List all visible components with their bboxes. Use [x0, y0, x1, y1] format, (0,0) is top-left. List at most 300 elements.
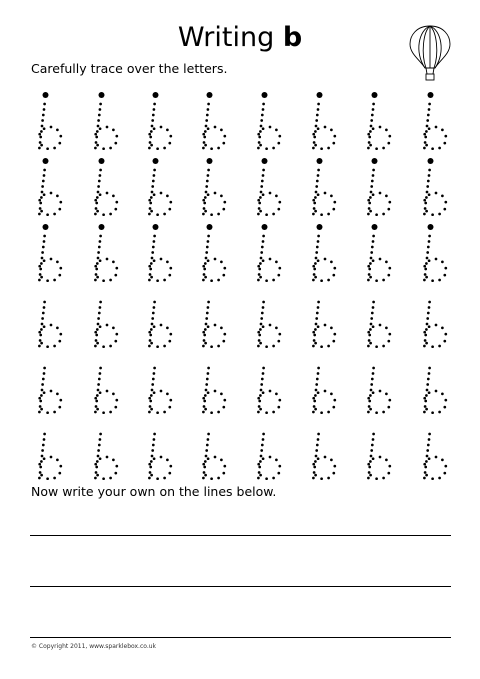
start-dot	[317, 158, 323, 164]
trace-dot	[203, 273, 206, 276]
trace-dot	[222, 472, 225, 475]
trace-dot	[259, 342, 262, 345]
trace-dot	[368, 141, 371, 144]
trace-dot	[59, 267, 62, 270]
trace-dot	[106, 390, 109, 393]
trace-dot	[42, 444, 45, 447]
trace-dot	[153, 240, 156, 243]
trace-dot	[207, 457, 210, 460]
tracing-letter	[94, 92, 118, 150]
trace-dot	[43, 193, 46, 196]
trace-dot	[96, 408, 99, 411]
trace-dot	[112, 459, 115, 462]
trace-dot	[151, 185, 154, 188]
trace-dot	[156, 345, 159, 348]
hot-air-balloon-icon	[406, 24, 454, 82]
tracing-letter	[423, 367, 447, 414]
trace-dot	[163, 411, 166, 414]
trace-dot	[324, 192, 327, 195]
trace-dot	[94, 345, 97, 348]
trace-dot	[443, 142, 446, 145]
tracing-letter	[94, 433, 118, 480]
trace-dot	[259, 460, 262, 463]
trace-dot	[95, 400, 98, 403]
trace-dot	[97, 251, 100, 254]
trace-dot	[153, 325, 156, 328]
trace-dot	[375, 147, 378, 150]
trace-dot	[115, 399, 118, 402]
trace-dot	[150, 210, 153, 213]
trace-dot	[223, 201, 226, 204]
trace-dot	[58, 340, 61, 343]
trace-dot	[168, 142, 171, 145]
tracing-letter	[312, 301, 336, 348]
trace-dot	[370, 323, 373, 326]
trace-dot	[372, 235, 375, 238]
trace-dot	[97, 455, 100, 458]
tracing-letter	[257, 301, 281, 348]
trace-dot	[203, 466, 206, 469]
trace-dot	[388, 333, 391, 336]
trace-dot	[441, 261, 444, 264]
trace-dot	[202, 397, 205, 400]
trace-dot	[207, 169, 210, 172]
trace-dot	[96, 144, 99, 147]
trace-dot	[258, 405, 261, 408]
trace-dot	[424, 334, 427, 337]
trace-dot	[441, 459, 444, 462]
trace-dot	[149, 202, 152, 205]
trace-dot	[41, 257, 44, 260]
trace-dot	[317, 306, 320, 309]
trace-dot	[38, 279, 41, 282]
trace-dot	[106, 258, 109, 261]
trace-dot	[261, 444, 264, 447]
trace-dot	[46, 279, 49, 282]
trace-dot	[210, 279, 213, 282]
writing-line[interactable]	[30, 535, 451, 536]
trace-dot	[94, 331, 97, 334]
trace-dot	[166, 129, 169, 132]
trace-dot	[372, 103, 375, 106]
trace-dot	[97, 119, 100, 122]
trace-dot	[375, 411, 378, 414]
trace-dot	[151, 455, 154, 458]
trace-dot	[260, 449, 263, 452]
trace-dot	[206, 378, 209, 381]
trace-dot	[207, 301, 210, 304]
trace-dot	[262, 240, 265, 243]
trace-dot	[277, 472, 280, 475]
trace-dot	[371, 312, 374, 315]
trace-dot	[320, 213, 323, 216]
trace-dot	[316, 378, 319, 381]
trace-dot	[115, 333, 118, 336]
trace-dot	[444, 399, 447, 402]
trace-dot	[441, 393, 444, 396]
trace-dot	[269, 456, 272, 459]
trace-dot	[99, 367, 102, 370]
trace-dot	[313, 207, 316, 210]
trace-dot	[102, 279, 105, 282]
trace-dot	[425, 144, 428, 147]
trace-dot	[203, 400, 206, 403]
tracing-letter	[38, 224, 62, 282]
trace-dot	[372, 174, 375, 177]
trace-dot	[222, 208, 225, 211]
tracing-letter	[202, 433, 226, 480]
trace-dot	[148, 279, 151, 282]
trace-dot	[428, 306, 431, 309]
trace-dot	[312, 411, 315, 414]
trace-dot	[435, 126, 438, 129]
trace-dot	[99, 174, 102, 177]
trace-dot	[202, 331, 205, 334]
trace-dot	[426, 251, 429, 254]
trace-dot	[426, 119, 429, 122]
trace-dot	[425, 408, 428, 411]
trace-dot	[38, 463, 41, 466]
trace-dot	[94, 133, 97, 136]
tracing-letter	[202, 224, 226, 282]
trace-dot	[109, 345, 112, 348]
trace-dot	[372, 169, 375, 172]
trace-dot	[149, 141, 152, 144]
trace-dot	[214, 324, 217, 327]
trace-dot	[371, 114, 374, 117]
trace-dot	[314, 408, 317, 411]
trace-dot	[202, 463, 205, 466]
trace-dot	[370, 191, 373, 194]
trace-dot	[59, 201, 62, 204]
trace-dot	[260, 455, 263, 458]
tracing-letter	[367, 158, 391, 216]
trace-dot	[375, 477, 378, 480]
trace-dot	[99, 169, 102, 172]
trace-dot	[40, 460, 43, 463]
trace-dot	[148, 213, 151, 216]
trace-dot	[41, 449, 44, 452]
trace-dot	[204, 474, 207, 477]
trace-dot	[260, 119, 263, 122]
trace-dot	[259, 196, 262, 199]
trace-dot	[435, 324, 438, 327]
trace-dot	[388, 465, 391, 468]
trace-dot	[94, 397, 97, 400]
trace-dot	[369, 474, 372, 477]
trace-dot	[41, 323, 44, 326]
trace-dot	[425, 328, 428, 331]
trace-dot	[53, 411, 56, 414]
trace-dot	[56, 129, 59, 132]
trace-dot	[96, 262, 99, 265]
trace-dot	[313, 334, 316, 337]
tracing-letter	[148, 92, 172, 150]
trace-dot	[428, 367, 431, 370]
trace-dot	[277, 274, 280, 277]
trace-dot	[313, 273, 316, 276]
trace-dot	[168, 406, 171, 409]
trace-dot	[327, 147, 330, 150]
trace-dot	[43, 433, 46, 436]
trace-dot	[317, 391, 320, 394]
trace-dot	[39, 466, 42, 469]
trace-dot	[431, 477, 434, 480]
trace-dot	[99, 372, 102, 375]
trace-dot	[258, 273, 261, 276]
trace-dot	[204, 130, 207, 133]
trace-dot	[316, 444, 319, 447]
trace-dot	[163, 147, 166, 150]
trace-dot	[426, 317, 429, 320]
trace-dot	[424, 400, 427, 403]
trace-dot	[382, 411, 385, 414]
trace-dot	[95, 268, 98, 271]
trace-dot	[314, 130, 317, 133]
trace-dot	[324, 456, 327, 459]
trace-dot	[114, 472, 117, 475]
trace-dot	[424, 471, 427, 474]
trace-dot	[320, 345, 323, 348]
trace-dot	[423, 133, 426, 136]
trace-dot	[262, 367, 265, 370]
trace-dot	[428, 433, 431, 436]
trace-dot	[312, 265, 315, 268]
trace-dot	[431, 411, 434, 414]
trace-dot	[217, 345, 220, 348]
trace-dot	[370, 383, 373, 386]
trace-dot	[330, 327, 333, 330]
writing-line[interactable]	[30, 586, 451, 587]
trace-dot	[58, 208, 61, 211]
trace-dot	[272, 477, 275, 480]
trace-dot	[97, 317, 100, 320]
trace-dot	[372, 457, 375, 460]
trace-dot	[39, 202, 42, 205]
trace-dot	[58, 472, 61, 475]
trace-dot	[313, 268, 316, 271]
trace-dot	[115, 267, 118, 270]
trace-dot	[207, 174, 210, 177]
trace-dot	[214, 390, 217, 393]
trace-dot	[369, 342, 372, 345]
trace-dot	[315, 317, 318, 320]
trace-dot	[149, 207, 152, 210]
trace-dot	[202, 213, 205, 216]
trace-dot	[38, 147, 41, 150]
trace-dot	[262, 103, 265, 106]
trace-instructions: Carefully trace over the letters.	[31, 61, 228, 76]
trace-dot	[39, 334, 42, 337]
trace-dot	[315, 389, 318, 392]
trace-dot	[38, 331, 41, 334]
writing-line[interactable]	[30, 637, 451, 638]
trace-dot	[313, 141, 316, 144]
trace-dot	[152, 378, 155, 381]
trace-dot	[317, 372, 320, 375]
tracing-letter	[94, 367, 118, 414]
tracing-letter	[423, 158, 447, 216]
trace-dot	[153, 438, 156, 441]
trace-dot	[379, 126, 382, 129]
trace-dot	[423, 411, 426, 414]
trace-dot	[40, 210, 43, 213]
trace-dot	[153, 306, 156, 309]
tracing-letter	[257, 92, 281, 150]
trace-dot	[41, 383, 44, 386]
tracing-letter	[423, 224, 447, 282]
trace-dot	[438, 213, 441, 216]
trace-dot	[40, 474, 43, 477]
trace-dot	[258, 466, 261, 469]
trace-dot	[426, 449, 429, 452]
trace-dot	[95, 466, 98, 469]
trace-dot	[96, 130, 99, 133]
trace-dot	[443, 340, 446, 343]
trace-dot	[330, 195, 333, 198]
trace-dot	[259, 276, 262, 279]
trace-dot	[42, 246, 45, 249]
trace-dot	[428, 301, 431, 304]
trace-dot	[94, 279, 97, 282]
trace-dot	[205, 455, 208, 458]
trace-dot	[163, 477, 166, 480]
trace-dot	[368, 405, 371, 408]
trace-dot	[95, 334, 98, 337]
trace-dot	[258, 136, 261, 139]
trace-dot	[367, 331, 370, 334]
trace-dot	[99, 235, 102, 238]
trace-dot	[324, 258, 327, 261]
trace-dot	[153, 127, 156, 130]
start-dot	[262, 224, 268, 230]
start-dot	[99, 92, 105, 98]
trace-dot	[371, 180, 374, 183]
trace-dot	[330, 261, 333, 264]
trace-dot	[156, 147, 159, 150]
tracing-letter	[423, 433, 447, 480]
trace-dot	[317, 301, 320, 304]
trace-dot	[102, 477, 105, 480]
trace-dot	[115, 201, 118, 204]
trace-dot	[204, 342, 207, 345]
trace-dot	[275, 195, 278, 198]
trace-dot	[259, 328, 262, 331]
trace-dot	[207, 438, 210, 441]
trace-dot	[260, 251, 263, 254]
trace-dot	[317, 103, 320, 106]
trace-dot	[152, 246, 155, 249]
trace-dot	[169, 465, 172, 468]
trace-dot	[372, 325, 375, 328]
trace-dot	[203, 405, 206, 408]
trace-dot	[427, 180, 430, 183]
trace-dot	[278, 399, 281, 402]
trace-dot	[259, 474, 262, 477]
trace-dot	[214, 456, 217, 459]
trace-dot	[382, 345, 385, 348]
trace-dot	[38, 199, 41, 202]
trace-dot	[367, 345, 370, 348]
trace-dot	[370, 185, 373, 188]
trace-dot	[312, 463, 315, 466]
trace-dot	[206, 114, 209, 117]
trace-dot	[43, 169, 46, 172]
start-dot	[317, 92, 323, 98]
trace-dot	[269, 192, 272, 195]
tracing-letter	[148, 224, 172, 282]
trace-dot	[150, 276, 153, 279]
trace-dot	[41, 191, 44, 194]
trace-dot	[370, 125, 373, 128]
trace-dot	[259, 144, 262, 147]
trace-dot	[148, 411, 151, 414]
trace-dot	[42, 114, 45, 117]
trace-dot	[438, 279, 441, 282]
trace-dot	[150, 394, 153, 397]
trace-dot	[265, 213, 268, 216]
trace-dot	[43, 367, 46, 370]
trace-dot	[166, 327, 169, 330]
trace-dot	[96, 474, 99, 477]
trace-dot	[109, 279, 112, 282]
trace-dot	[204, 210, 207, 213]
trace-dot	[210, 411, 213, 414]
trace-dot	[317, 433, 320, 436]
trace-dot	[39, 136, 42, 139]
trace-dot	[312, 331, 315, 334]
trace-dot	[97, 257, 100, 260]
trace-dot	[372, 301, 375, 304]
write-instructions: Now write your own on the lines below.	[31, 484, 277, 499]
trace-dot	[206, 312, 209, 315]
trace-dot	[160, 126, 163, 129]
trace-dot	[106, 192, 109, 195]
trace-dot	[425, 130, 428, 133]
trace-dot	[220, 459, 223, 462]
trace-dot	[106, 324, 109, 327]
trace-dot	[372, 306, 375, 309]
trace-dot	[114, 274, 117, 277]
trace-dot	[56, 195, 59, 198]
trace-dot	[372, 433, 375, 436]
trace-dot	[317, 127, 320, 130]
trace-dot	[424, 141, 427, 144]
start-dot	[372, 158, 378, 164]
trace-dot	[379, 390, 382, 393]
trace-dot	[369, 262, 372, 265]
trace-dot	[149, 273, 152, 276]
trace-dot	[444, 465, 447, 468]
trace-dot	[327, 213, 330, 216]
trace-dot	[428, 193, 431, 196]
trace-dot	[41, 389, 44, 392]
trace-dot	[168, 208, 171, 211]
trace-dot	[222, 340, 225, 343]
tracing-letter	[257, 433, 281, 480]
trace-dot	[217, 411, 220, 414]
tracing-letter	[423, 301, 447, 348]
trace-dot	[150, 408, 153, 411]
trace-dot	[205, 257, 208, 260]
trace-dot	[315, 449, 318, 452]
trace-dot	[425, 276, 428, 279]
trace-dot	[370, 119, 373, 122]
trace-dot	[46, 345, 49, 348]
trace-dot	[41, 251, 44, 254]
trace-dot	[50, 390, 53, 393]
trace-dot	[99, 127, 102, 130]
